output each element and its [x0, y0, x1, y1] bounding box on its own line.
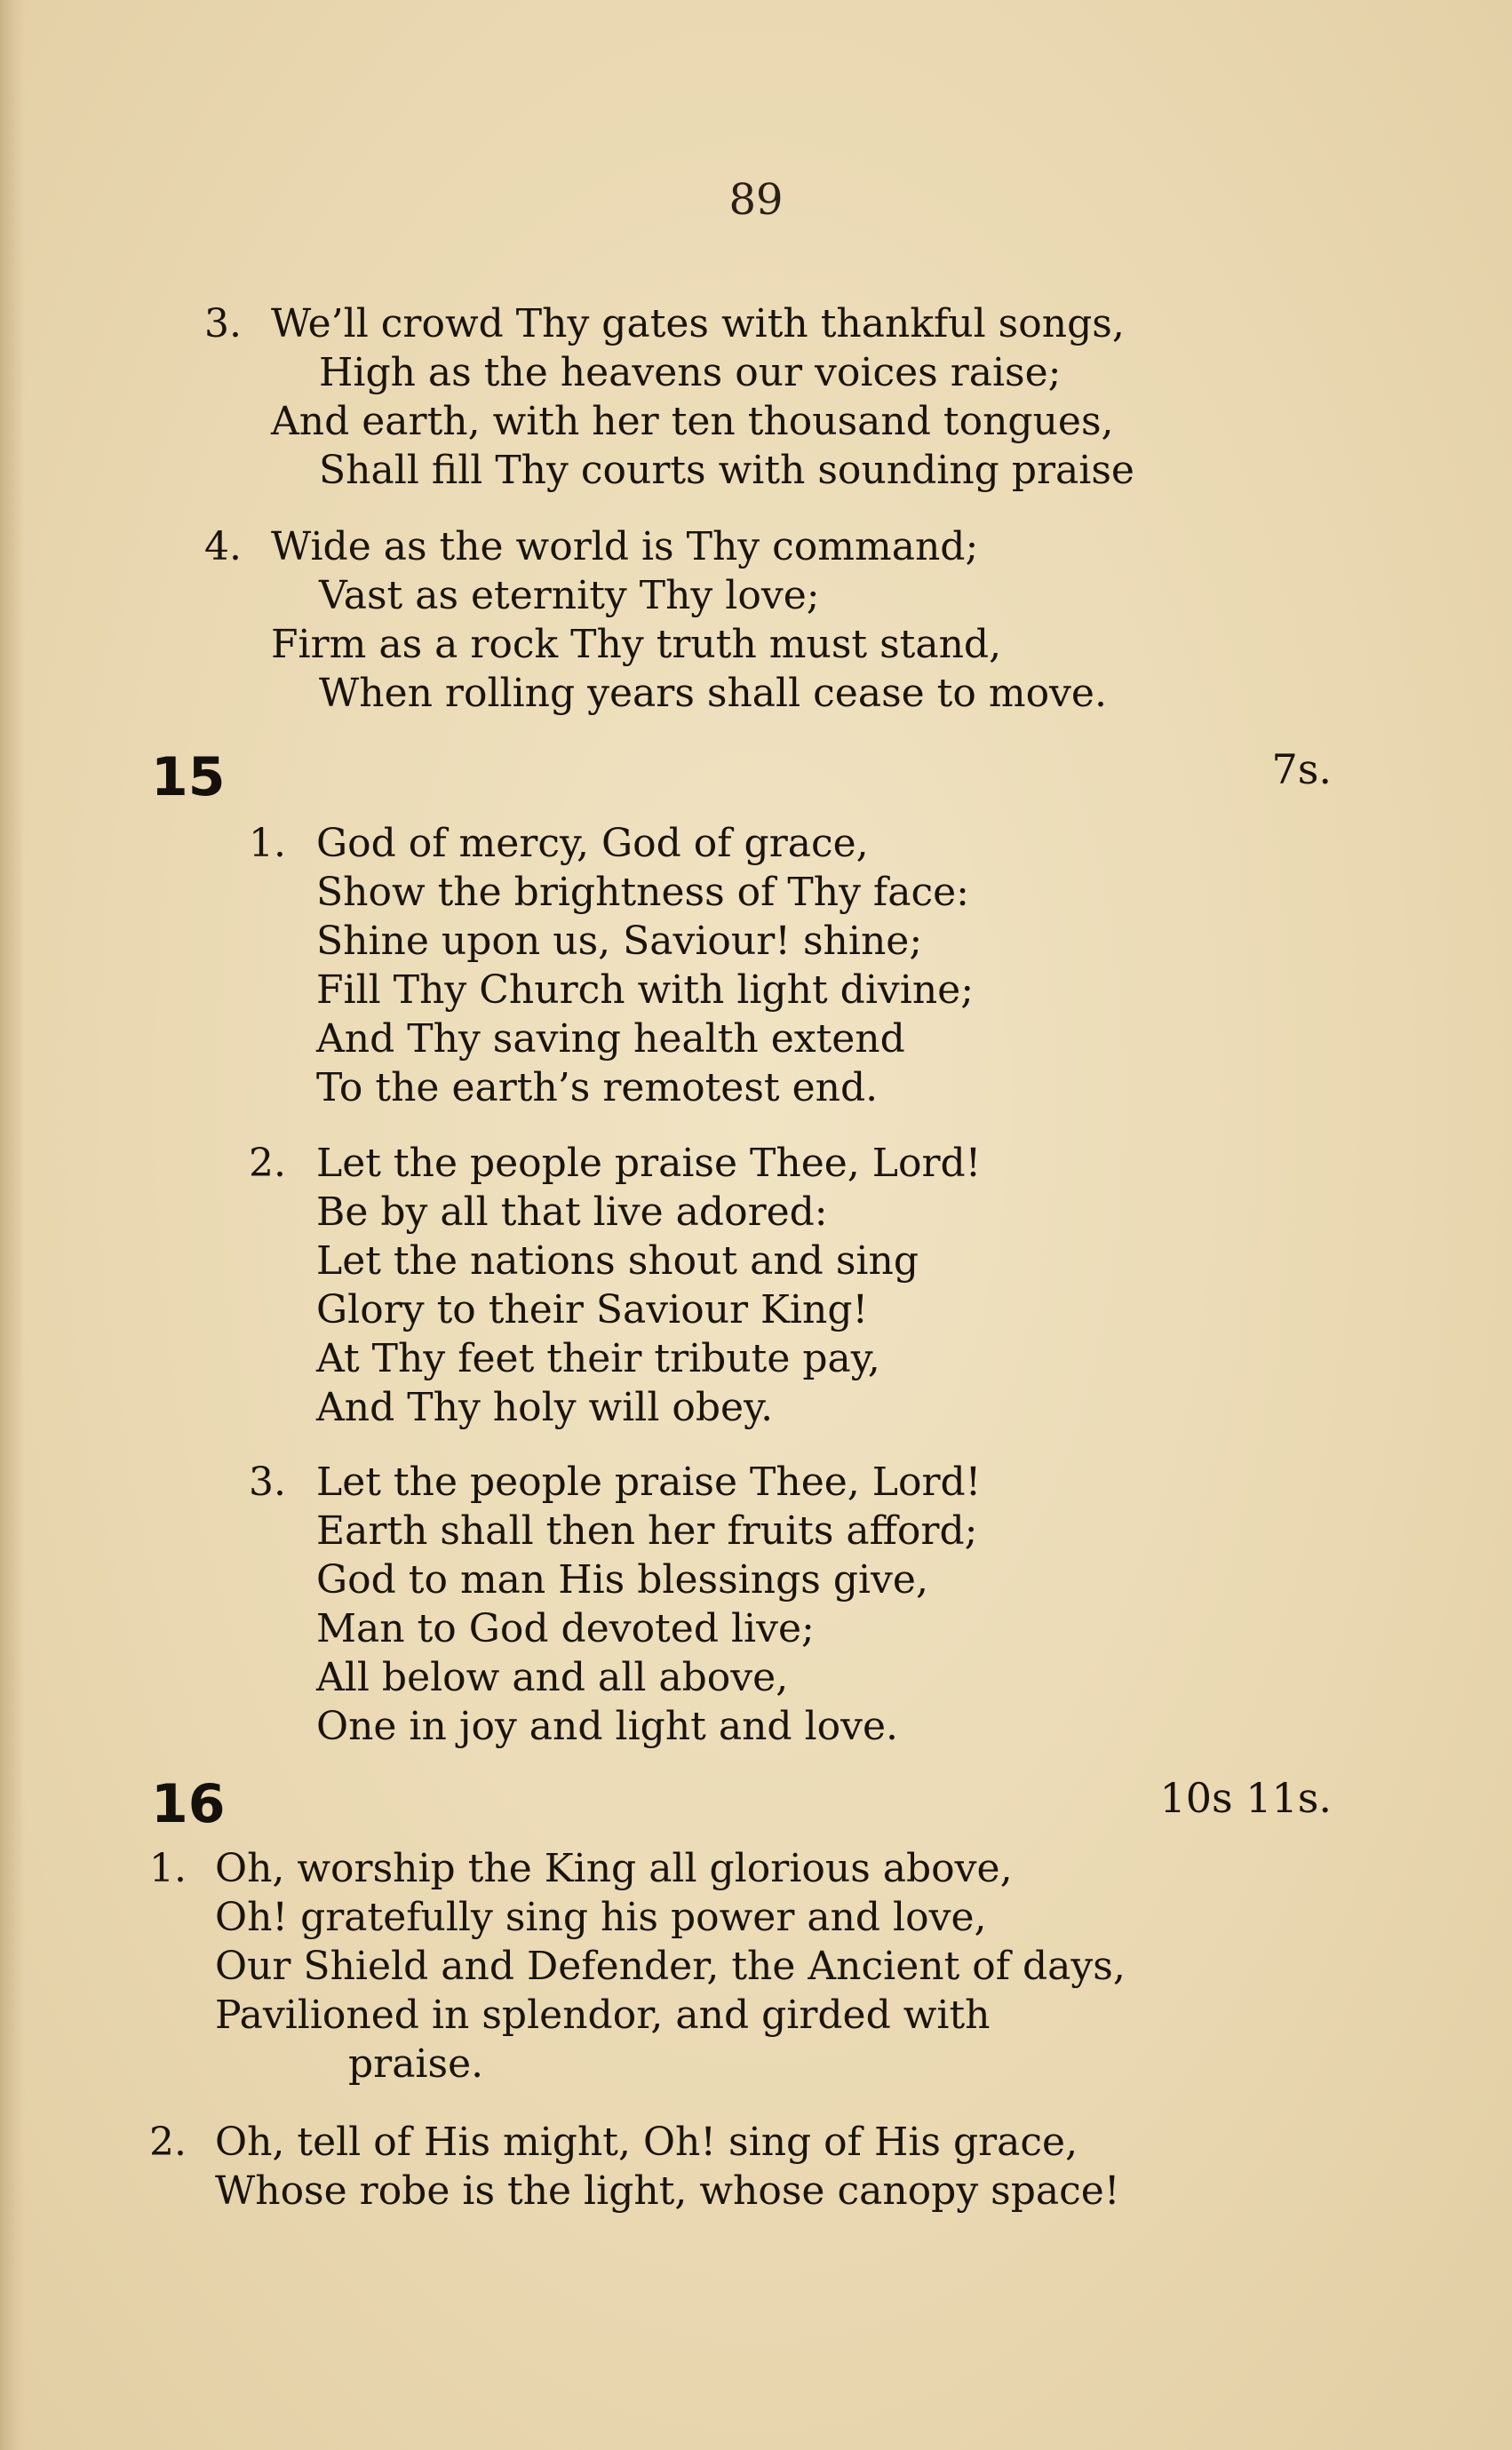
verse-line: God of mercy, God of grace, [316, 821, 869, 866]
verse-line: Oh! gratefully sing his power and love, [215, 1895, 987, 1940]
hymn-15-number: 15 [151, 746, 226, 808]
verse-line: praise. [348, 2041, 484, 2087]
verse-lines [316, 819, 974, 1112]
hymn-15-meter: 7s. [1271, 745, 1332, 793]
verse-line: God to man His blessings give, [316, 1557, 928, 1603]
page-spine-shadow [0, 0, 25, 2450]
verse-number: 2. [149, 2120, 187, 2165]
verse-lines [316, 1458, 981, 1751]
verse-line: And Thy saving health extend [316, 1016, 905, 1062]
verse-line: And Thy holy will obey. [316, 1385, 774, 1430]
verse-line: Oh, worship the King all glorious above, [215, 1846, 1013, 1891]
verse-number: 4. [204, 524, 242, 569]
hymn-15-verse-3 [249, 1458, 1448, 1751]
verse-number: 1. [249, 821, 286, 866]
verse-line: Wide as the world is Thy command; [271, 524, 979, 569]
verse-line: Oh, tell of His might, Oh! sing of His grace, [215, 2120, 1078, 2165]
verse-line: Vast as eternity Thy love; [319, 573, 820, 618]
verse-line: At Thy feet their tribute pay, [316, 1336, 880, 1381]
verse-number: 3. [249, 1460, 286, 1505]
verse-line: Glory to their Saviour King! [316, 1287, 869, 1332]
verse-line: Let the nations shout and sing [316, 1238, 919, 1284]
hymn-16-verse-2 [149, 2118, 1446, 2224]
verse-line: Shine upon us, Saviour! shine; [316, 919, 923, 964]
verse-line: Show the brightness of Thy face: [316, 870, 969, 915]
verse-lines [271, 522, 1107, 718]
verse-line: Pavilioned in splendor, and girded with [215, 1993, 991, 2038]
verse-line: Our Shield and Defender, the Ancient of days, [215, 1944, 1126, 1989]
verse-line: Let the people praise Thee, Lord! [316, 1141, 982, 1186]
hymn-15-verse-1 [249, 819, 1448, 1112]
hymn-16-number: 16 [151, 1773, 226, 1835]
verse-line: Man to God devoted live; [316, 1606, 815, 1651]
verse-line: Shall fill Thy courts with sounding praise [319, 448, 1134, 493]
continuation-verse-3 [204, 299, 1448, 495]
hymn-16-verse-1 [149, 1844, 1446, 2093]
verse-line: To the earth’s remotest end. [316, 1065, 879, 1110]
verse-lines [215, 1844, 1126, 2088]
verse-line: Be by all that live adored: [316, 1189, 828, 1235]
verse-number: 1. [149, 1846, 187, 1891]
verse-lines [316, 1139, 981, 1432]
verse-line: Let the people praise Thee, Lord! [316, 1460, 982, 1505]
hymn-16-meter: 10s 11s. [1159, 1774, 1332, 1822]
verse-line: And earth, with her ten thousand tongues, [271, 399, 1114, 444]
verse-lines [215, 2118, 1120, 2215]
verse-line: All below and all above, [316, 1655, 789, 1700]
verse-line: Earth shall then her fruits afford; [316, 1508, 978, 1554]
verse-line: When rolling years shall cease to move. [319, 671, 1107, 716]
verse-line: We’ll crowd Thy gates with thankful songs, [271, 301, 1125, 346]
verse-line: Whose robe is the light, whose canopy space! [215, 2168, 1120, 2214]
verse-line: Fill Thy Church with light divine; [316, 967, 975, 1013]
continuation-verse-4 [204, 522, 1448, 718]
verse-line: High as the heavens our voices raise; [319, 350, 1062, 395]
verse-lines [271, 299, 1134, 495]
hymn-15-verse-2 [249, 1139, 1448, 1432]
verse-number: 3. [204, 301, 242, 346]
verse-line: Firm as a rock Thy truth must stand, [271, 622, 1002, 667]
page-number: 89 [728, 175, 784, 225]
verse-number: 2. [249, 1141, 286, 1186]
verse-line: One in joy and light and love. [316, 1704, 899, 1749]
